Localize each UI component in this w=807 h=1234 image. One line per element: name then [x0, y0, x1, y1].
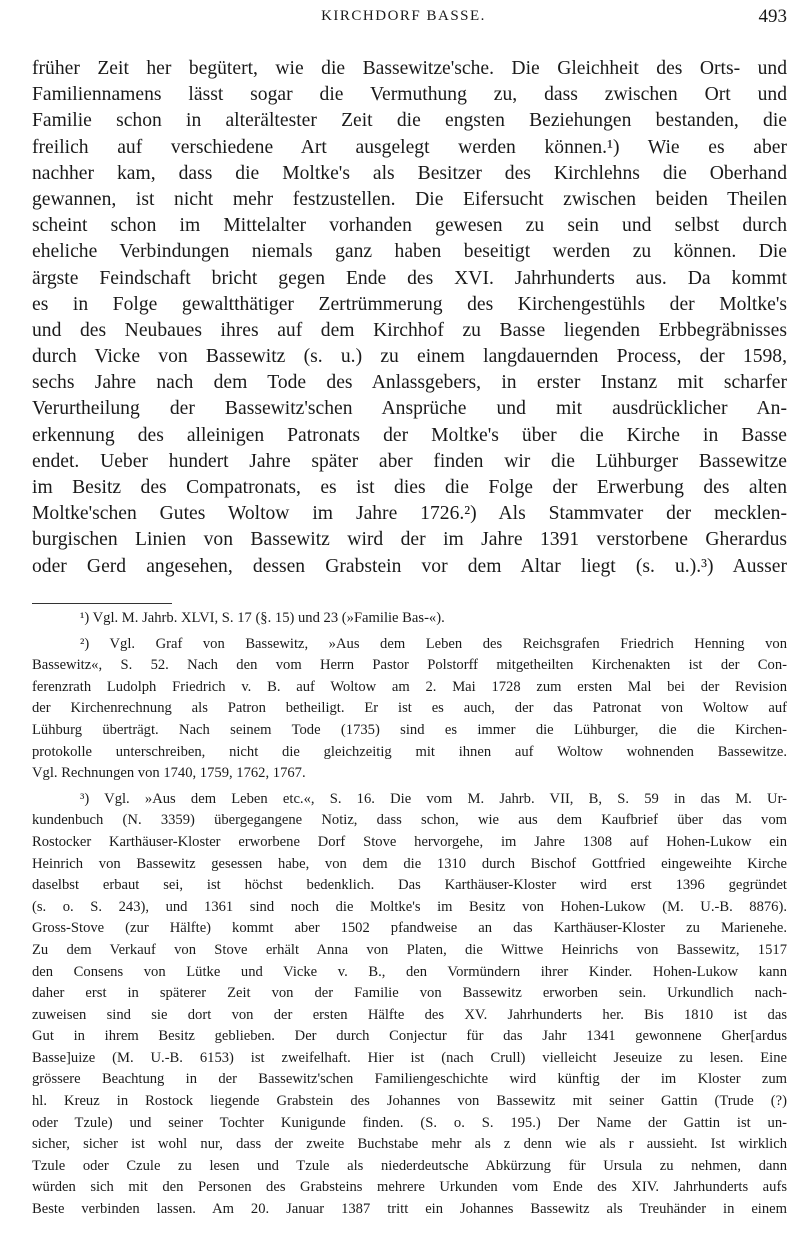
footnote-line: ²) Vgl. Graf von Bassewitz, »Aus dem Leben des Reichsgrafen Friedrich Henning von	[80, 635, 787, 652]
footnote-separator	[32, 603, 172, 604]
footnote-line: hl. Kreuz in Rostock liegende Grabstein des Johannes von Bassewitz mit seiner Gattin (Trude (?)	[32, 1093, 787, 1110]
footnote-line: ³) Vgl. »Aus dem Leben etc.«, S. 16. Die vom M. Jahrb. VII, B, S. 59 in das M. Ur-	[80, 790, 787, 807]
footnote-line: Beste verbinden lassen. Am 20. Januar 1387 tritt ein Johannes Bassewitz als Treuhänder in einem	[32, 1201, 787, 1218]
footnote-2	[32, 634, 787, 785]
footnote-line: daselbst erbaut sei, ist höchst bedenklich. Das Karthäuser-Kloster wird erst 1396 gegründet	[32, 877, 787, 894]
body-text-line: endet. Ueber hundert Jahre später aber finden wir die Lühburger Bassewitze	[32, 450, 787, 472]
body-text-line: und des Neubaues ihres auf dem Kirchhof zu Basse liegenden Erbbegräbnisses	[32, 319, 787, 341]
body-text-line: Familie schon in alterältester Zeit die engsten Beziehungen bestanden, die	[32, 110, 787, 132]
footnote-3	[32, 789, 787, 1221]
body-text-line: gewannen, ist nicht mehr festzustellen. Die Eifersucht zwischen beiden Theilen	[32, 188, 787, 210]
footnote-line: ¹) Vgl. M. Jahrb. XLVI, S. 17 (§. 15) und 23 (»Familie Bas-«).	[80, 610, 445, 626]
footnote-line: sicher, sicher ist wohl nur, dass der zweite Buchstabe mehr als z denn wie als r aussieht. Ist wirklich	[32, 1136, 787, 1153]
body-text-line: sechs Jahre nach dem Tode des Anlassgebers, in erster Instanz mit scharfer	[32, 372, 787, 394]
body-text-line: eheliche Verbindungen niemals ganz haben beseitigt werden zu können. Die	[32, 241, 787, 263]
body-text-line: durch Vicke von Bassewitz (s. u.) zu einem langdauernden Process, der 1598,	[32, 346, 787, 368]
footnote-line: Gross-Stove (zur Hälfte) kommt aber 1502 pfandweise an das Karthäuser-Kloster zu Marienehe.	[32, 920, 787, 937]
body-text-line: Moltke'schen Gutes Woltow im Jahre 1726.²) Als Stammvater der mecklen-	[32, 503, 787, 525]
body-text-line: Verurtheilung der Bassewitz'schen Ansprüche und mit ausdrücklicher An-	[32, 398, 787, 420]
footnote-line: Rostocker Karthäuser-Kloster erworbene Dorf Stove hervorgehe, im Jahre 1308 auf Hohen-Lukow ein	[32, 833, 787, 850]
footnote-line: zuweisen sind sie dort von der ersten Hälfte des XV. Jahrhunderts her. Bis 1810 ist das	[32, 1006, 787, 1023]
body-text-line: burgischen Linien von Bassewitz wird der im Jahre 1391 verstorbene Gherardus	[32, 529, 787, 551]
footnote-1	[32, 608, 787, 630]
footnote-line: Tzule oder Czule zu lesen und Tzule als niederdeutsche Abkürzung für Ursula zu nehmen, dann	[32, 1157, 787, 1174]
footnote-line: (s. o. S. 243), und 1361 sind noch die Moltke's im Besitz von Hohen-Lukow (M. U.-B. 8876).	[32, 898, 787, 915]
footnote-line: Vgl. Rechnungen von 1740, 1759, 1762, 1767.	[32, 765, 306, 782]
footnote-line: kundenbuch (N. 3359) übergegangene Notiz, dass schon, wie aus dem Kaufbrief über das vom	[32, 812, 787, 829]
footnote-line: würden sich mit den Personen des Grabsteins mehrere Urkunden vom Ende des XIV. Jahrhunderts aufs	[32, 1179, 787, 1196]
body-text-line: im Besitz des Compatronats, es ist dies die Folge der Erwerbung des alten	[32, 477, 787, 498]
footnote-line: protokolle unterschreiben, nicht die gleichzeitig mit ihnen auf Woltow wohnenden Bassewitze.	[32, 743, 787, 760]
body-text-line: ärgste Feindschaft bricht gegen Ende des XVI. Jahrhunderts aus. Da kommt	[32, 267, 787, 289]
footnote-line: Zu dem Verkauf von Stove erhält Anna von Platen, die Wittwe Heinrichs von Bassewitz, 1517	[32, 941, 787, 958]
body-text-line: früher Zeit her begütert, wie die Bassewitze'sche. Die Gleichheit des Orts- und	[32, 58, 787, 79]
footnote-line: Lühburg überträgt. Nach seinem Tode (1735) sind es immer die Lühburger, die die Kirchen-	[32, 721, 787, 738]
body-text-line: oder Gerd angesehen, dessen Grabstein vor dem Altar liegt (s. u.).³) Ausser	[32, 555, 787, 577]
footnote-line: der Kirchenrechnung als Patron betheiligt. Er ist es auch, der das Patronat von Woltow auf	[32, 700, 787, 717]
footnote-line: Heinrich von Bassewitz gesessen habe, von dem die 1310 durch Bischof Gottfried eingeweihte Kirche	[32, 855, 787, 872]
footnote-line: daher erst in späterer Zeit von der Familie von Bassewitz erworben sein. Urkundlich nach-	[32, 985, 787, 1002]
page-number: 493	[758, 6, 787, 27]
running-title: KIRCHDORF BASSE.	[321, 8, 486, 24]
main-text	[32, 56, 787, 580]
footnote-line: ferenzrath Ludolph Friedrich v. B. auf Woltow am 2. Mai 1728 zum ersten Mal bei der Revision	[32, 678, 787, 695]
body-text-line: freilich auf verschiedene Art ausgelegt werden können.¹) Wie es aber	[32, 136, 787, 158]
footnote-line: grössere Beachtung in der Bassewitz'schen Familiengeschichte wird künftig der im Kloster zum	[32, 1071, 787, 1088]
page-header	[0, 6, 807, 30]
body-text-line: Familiennamens lässt sogar die Vermuthung zu, dass zwischen Ort und	[32, 84, 787, 106]
footnote-line: oder Tzule) und seiner Tochter Kunigunde finden. (S. o. S. 195.) Der Name der Gattin ist un-	[32, 1114, 787, 1131]
body-text-line: scheint schon im Mittelalter vorhanden gewesen zu sein und selbst durch	[32, 215, 787, 237]
body-text-line: erkennung des alleinigen Patronats der Moltke's über die Kirche in Basse	[32, 424, 787, 446]
footnote-line: Bassewitz«, S. 52. Nach den vom Herrn Pastor Polstorff mitgetheilten Kirchenakten ist der Con-	[32, 657, 787, 674]
body-text-line: nachher kam, dass die Moltke's als Besitzer des Kirchlehns die Oberhand	[32, 162, 787, 184]
footnote-line: Basse]uize (M. U.-B. 6153) ist zweifelhaft. Hier ist (nach Crull) vielleicht Jeseuize zu lesen. Eine	[32, 1049, 787, 1066]
footnote-line: Gut in ihrem Besitz geblieben. Der durch Conjectur für das Jahr 1341 gewonnene Gher[ardus	[32, 1028, 787, 1045]
footnotes	[32, 608, 787, 1221]
body-text-line: es in Folge gewaltthätiger Zertrümmerung des Kirchengestühls der Moltke's	[32, 293, 787, 315]
footnote-line: den Consens von Lütke und Vicke v. B., den Vormündern ihrer Kinder. Hohen-Lukow kann	[32, 963, 787, 980]
